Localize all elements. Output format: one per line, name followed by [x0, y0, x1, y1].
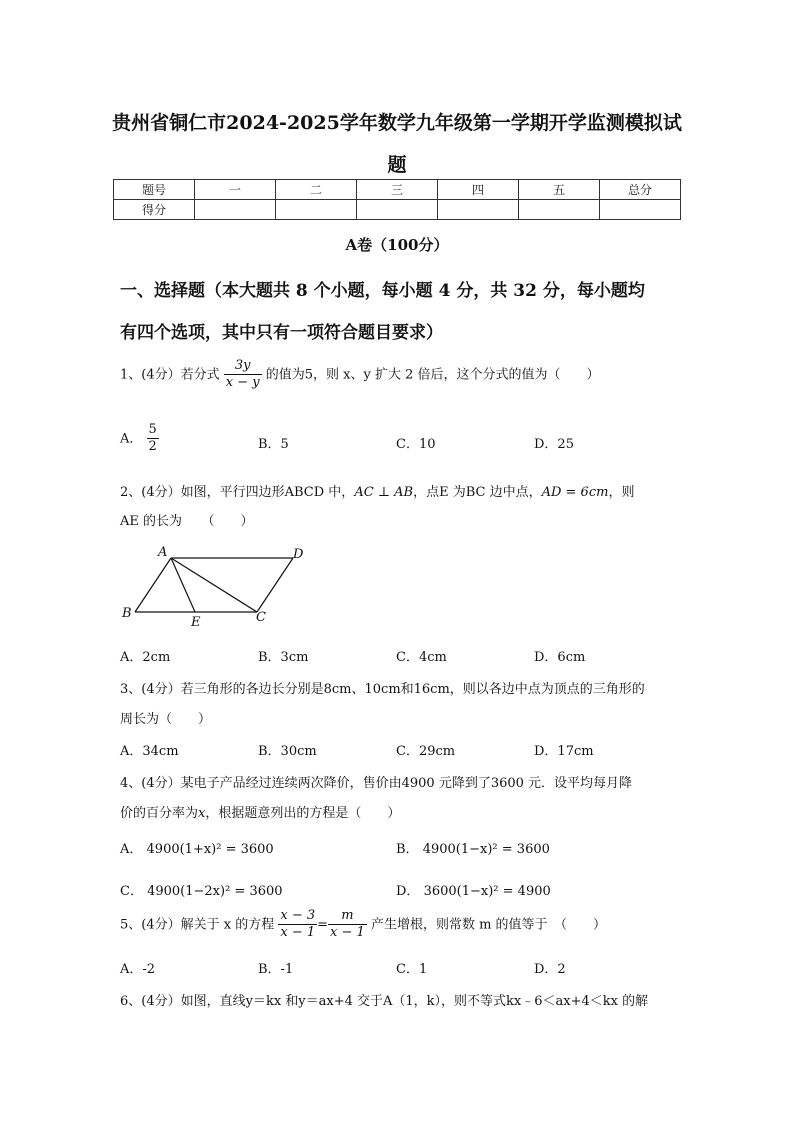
side-dc — [257, 558, 293, 612]
q1-option-a[interactable] — [120, 422, 159, 456]
page-title-line2: 题 — [387, 154, 407, 176]
q5-f1-den: x − 1 — [280, 925, 316, 941]
q4-option-b[interactable] — [396, 838, 550, 857]
q4-line2-a: 价的百分率为 — [120, 806, 199, 821]
page-title-line1: 贵州省铜仁市2024-2025学年数学九年级第一学期开学监测模拟试 — [112, 112, 682, 134]
q1-option-a-fraction — [147, 422, 159, 456]
q2-condition-perpendicular: AC ⊥ AB — [354, 485, 414, 500]
question-5 — [120, 908, 606, 942]
header-cell: 一 — [195, 180, 276, 200]
score-cell[interactable] — [276, 200, 357, 220]
q5-option-c[interactable]: C．1 — [396, 962, 428, 977]
q5-f2-num: m — [341, 908, 354, 923]
q3-option-a[interactable]: A．34cm — [120, 744, 179, 759]
score-cell[interactable] — [357, 200, 438, 220]
question-2-line2: AE 的长为 （ ） — [120, 514, 254, 529]
q4-option-c-label: C． — [120, 884, 143, 899]
score-cell[interactable] — [519, 200, 600, 220]
label-a: A — [158, 545, 168, 560]
q1-option-c[interactable]: C．10 — [396, 437, 436, 452]
q4-option-a-label: A． — [120, 842, 143, 857]
score-table — [113, 179, 681, 220]
q4-option-b-equation: 4900(1−x)² = 3600 — [422, 842, 550, 857]
score-cell[interactable] — [195, 200, 276, 220]
score-table-header-row — [114, 180, 681, 200]
q5-fraction-left — [278, 908, 317, 942]
q2-option-c[interactable]: C．4cm — [396, 650, 447, 665]
header-cell: 四 — [438, 180, 519, 200]
q2-option-d[interactable]: D．6cm — [534, 650, 586, 665]
label-c: C — [256, 610, 266, 625]
q4-option-a[interactable] — [120, 838, 274, 857]
question-3-line1: 3、(4分）若三角形的各边长分别是8cm、10cm和16cm，则以各边中点为顶点的三角形的 — [120, 682, 645, 697]
q1-fraction — [224, 358, 262, 392]
q5-equals: = — [317, 917, 329, 933]
q2-end: ，则 — [608, 485, 635, 500]
q4-option-d-label: D． — [396, 884, 420, 899]
q4-option-d-equation: 3600(1−x)² = 4900 — [423, 884, 551, 899]
q5-f1-num: x − 3 — [280, 908, 316, 923]
section1-line2: 有四个选项，其中只有一项符合题目要求） — [120, 323, 443, 343]
q3-option-c[interactable]: C．29cm — [396, 744, 456, 759]
q5-f2-den: x − 1 — [330, 925, 365, 941]
q1-option-a-num: 5 — [148, 422, 157, 437]
label-d: D — [293, 547, 304, 562]
q3-option-d[interactable]: D．17cm — [534, 744, 594, 759]
q5-prefix: 5、(4分）解关于 x 的方程 — [120, 917, 275, 933]
q1-option-a-den: 2 — [148, 439, 157, 455]
question-4-line1: 4、(4分）某电子产品经过连续两次降价，售价由4900 元降到了3600 元．设平均每月降 — [120, 776, 633, 791]
score-cell[interactable] — [438, 200, 519, 220]
score-table-score-row — [114, 200, 681, 220]
parallelogram-figure — [115, 540, 315, 632]
question-6-line1: 6、(4分）如图，直线y＝kx 和y＝ax+4 交于A（1，k），则不等式kx﹣6＜ax+4＜kx 的解 — [120, 994, 649, 1009]
q1-prefix: 1、(4分）若分式 — [120, 367, 220, 383]
label-b: B — [122, 606, 132, 621]
q2-option-b[interactable]: B．3cm — [258, 650, 309, 665]
q4-option-c[interactable] — [120, 880, 283, 899]
header-cell: 题号 — [114, 180, 195, 200]
q5-option-d[interactable]: D．2 — [534, 962, 566, 977]
q4-option-a-equation: 4900(1+x)² = 3600 — [146, 842, 274, 857]
question-1 — [120, 358, 600, 392]
header-cell: 总分 — [600, 180, 681, 200]
q1-suffix: 的值为5，则 x、y 扩大 2 倍后，这个分式的值为（ ） — [265, 367, 600, 383]
header-cell: 二 — [276, 180, 357, 200]
side-ab — [135, 558, 171, 612]
q1-option-d[interactable]: D．25 — [534, 437, 574, 452]
q4-option-b-label: B． — [396, 842, 419, 857]
q5-fraction-right — [328, 908, 367, 942]
header-cell: 五 — [519, 180, 600, 200]
q4-line2-b: ，根据题意列出的方程是（ ） — [205, 806, 401, 821]
q2-prefix: 2、(4分）如图，平行四边形ABCD 中， — [120, 485, 355, 500]
q1-option-b[interactable]: B．5 — [258, 437, 289, 452]
label-e: E — [191, 615, 201, 630]
q2-mid: ，点E 为BC 边中点， — [413, 485, 542, 500]
q1-option-a-label: A． — [120, 431, 143, 447]
header-cell: 三 — [357, 180, 438, 200]
q2-condition-ad-length: AD = 6cm — [541, 485, 609, 500]
diagonal-ac — [171, 558, 257, 612]
q4-option-d[interactable] — [396, 880, 551, 899]
q4-option-c-equation: 4900(1−2x)² = 3600 — [147, 884, 283, 899]
question-3-line2: 周长为（ ） — [120, 712, 212, 727]
row-label-cell: 得分 — [114, 200, 195, 220]
q5-suffix: 产生增根，则常数 m 的值等于 （ ） — [370, 917, 607, 933]
q3-option-b[interactable]: B．30cm — [258, 744, 317, 759]
q1-frac-num: 3y — [234, 358, 251, 373]
volume-title: A卷（100分） — [345, 236, 449, 254]
q5-option-a[interactable]: A．-2 — [120, 962, 156, 977]
q5-option-b[interactable]: B．-1 — [258, 962, 294, 977]
q1-frac-den: x − y — [225, 375, 260, 391]
q4-variable-x: x — [198, 806, 206, 821]
section1-line1: 一、选择题（本大题共 8 个小题，每小题 4 分，共 32 分，每小题均 — [120, 281, 645, 301]
score-cell[interactable] — [600, 200, 681, 220]
question-2-line1 — [120, 481, 634, 500]
question-4-line2 — [120, 802, 400, 821]
q2-option-a[interactable]: A．2cm — [120, 650, 171, 665]
